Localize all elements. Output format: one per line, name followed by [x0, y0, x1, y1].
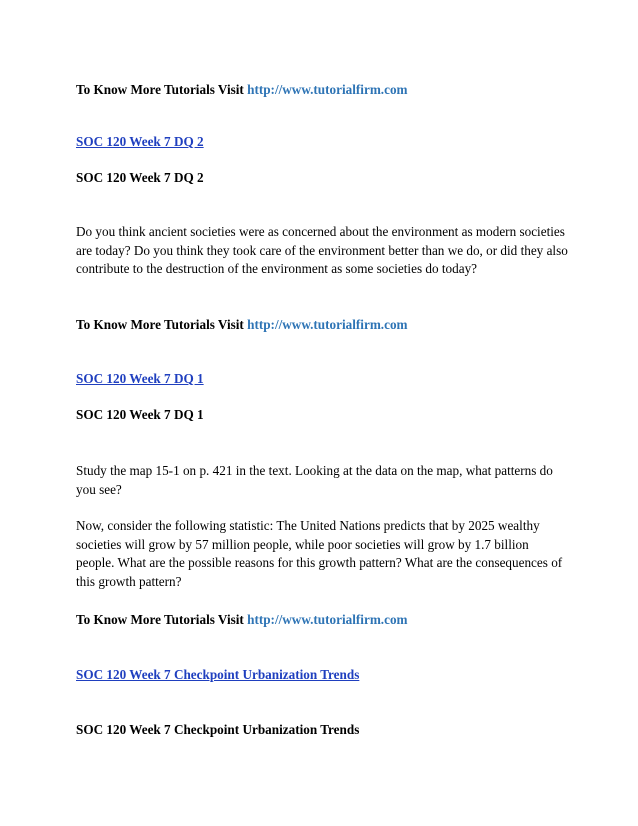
section-link-checkpoint[interactable]: SOC 120 Week 7 Checkpoint Urbanization Trends: [76, 667, 360, 682]
section-link-dq2[interactable]: SOC 120 Week 7 DQ 2: [76, 134, 204, 149]
promo-line: [76, 611, 576, 629]
section-paragraph: Now, consider the following statistic: The United Nations predicts that by 2025 wealthy societies will grow by 57 million people, while poor societies will grow by 1.7 billion people. What are the possible reasons for this growth pattern? What are the consequences of this growth pattern?: [76, 518, 563, 589]
section-link-dq1[interactable]: SOC 120 Week 7 DQ 1: [76, 371, 204, 386]
promo-line: [76, 316, 576, 334]
promo-url-link[interactable]: http://www.tutorialfirm.com: [247, 612, 408, 627]
section-title-dq1: SOC 120 Week 7 DQ 1: [76, 407, 204, 422]
section-title-checkpoint: SOC 120 Week 7 Checkpoint Urbanization Trends: [76, 722, 360, 737]
section-title-dq2: SOC 120 Week 7 DQ 2: [76, 170, 204, 185]
section-paragraph: Do you think ancient societies were as concerned about the environment as modern societies are today? Do you think they took care of the environment better than we do, or did they also contribute to the destruction of the environment as some societies do today?: [76, 224, 568, 276]
promo-url-link[interactable]: http://www.tutorialfirm.com: [247, 317, 408, 332]
promo-text: To Know More Tutorials Visit: [76, 317, 244, 332]
section-paragraph: Study the map 15-1 on p. 421 in the text. Looking at the data on the map, what patterns do you see?: [76, 463, 553, 497]
promo-text: To Know More Tutorials Visit: [76, 612, 244, 627]
promo-url-link[interactable]: http://www.tutorialfirm.com: [247, 82, 408, 97]
promo-text: To Know More Tutorials Visit: [76, 82, 244, 97]
promo-line: [76, 81, 576, 99]
